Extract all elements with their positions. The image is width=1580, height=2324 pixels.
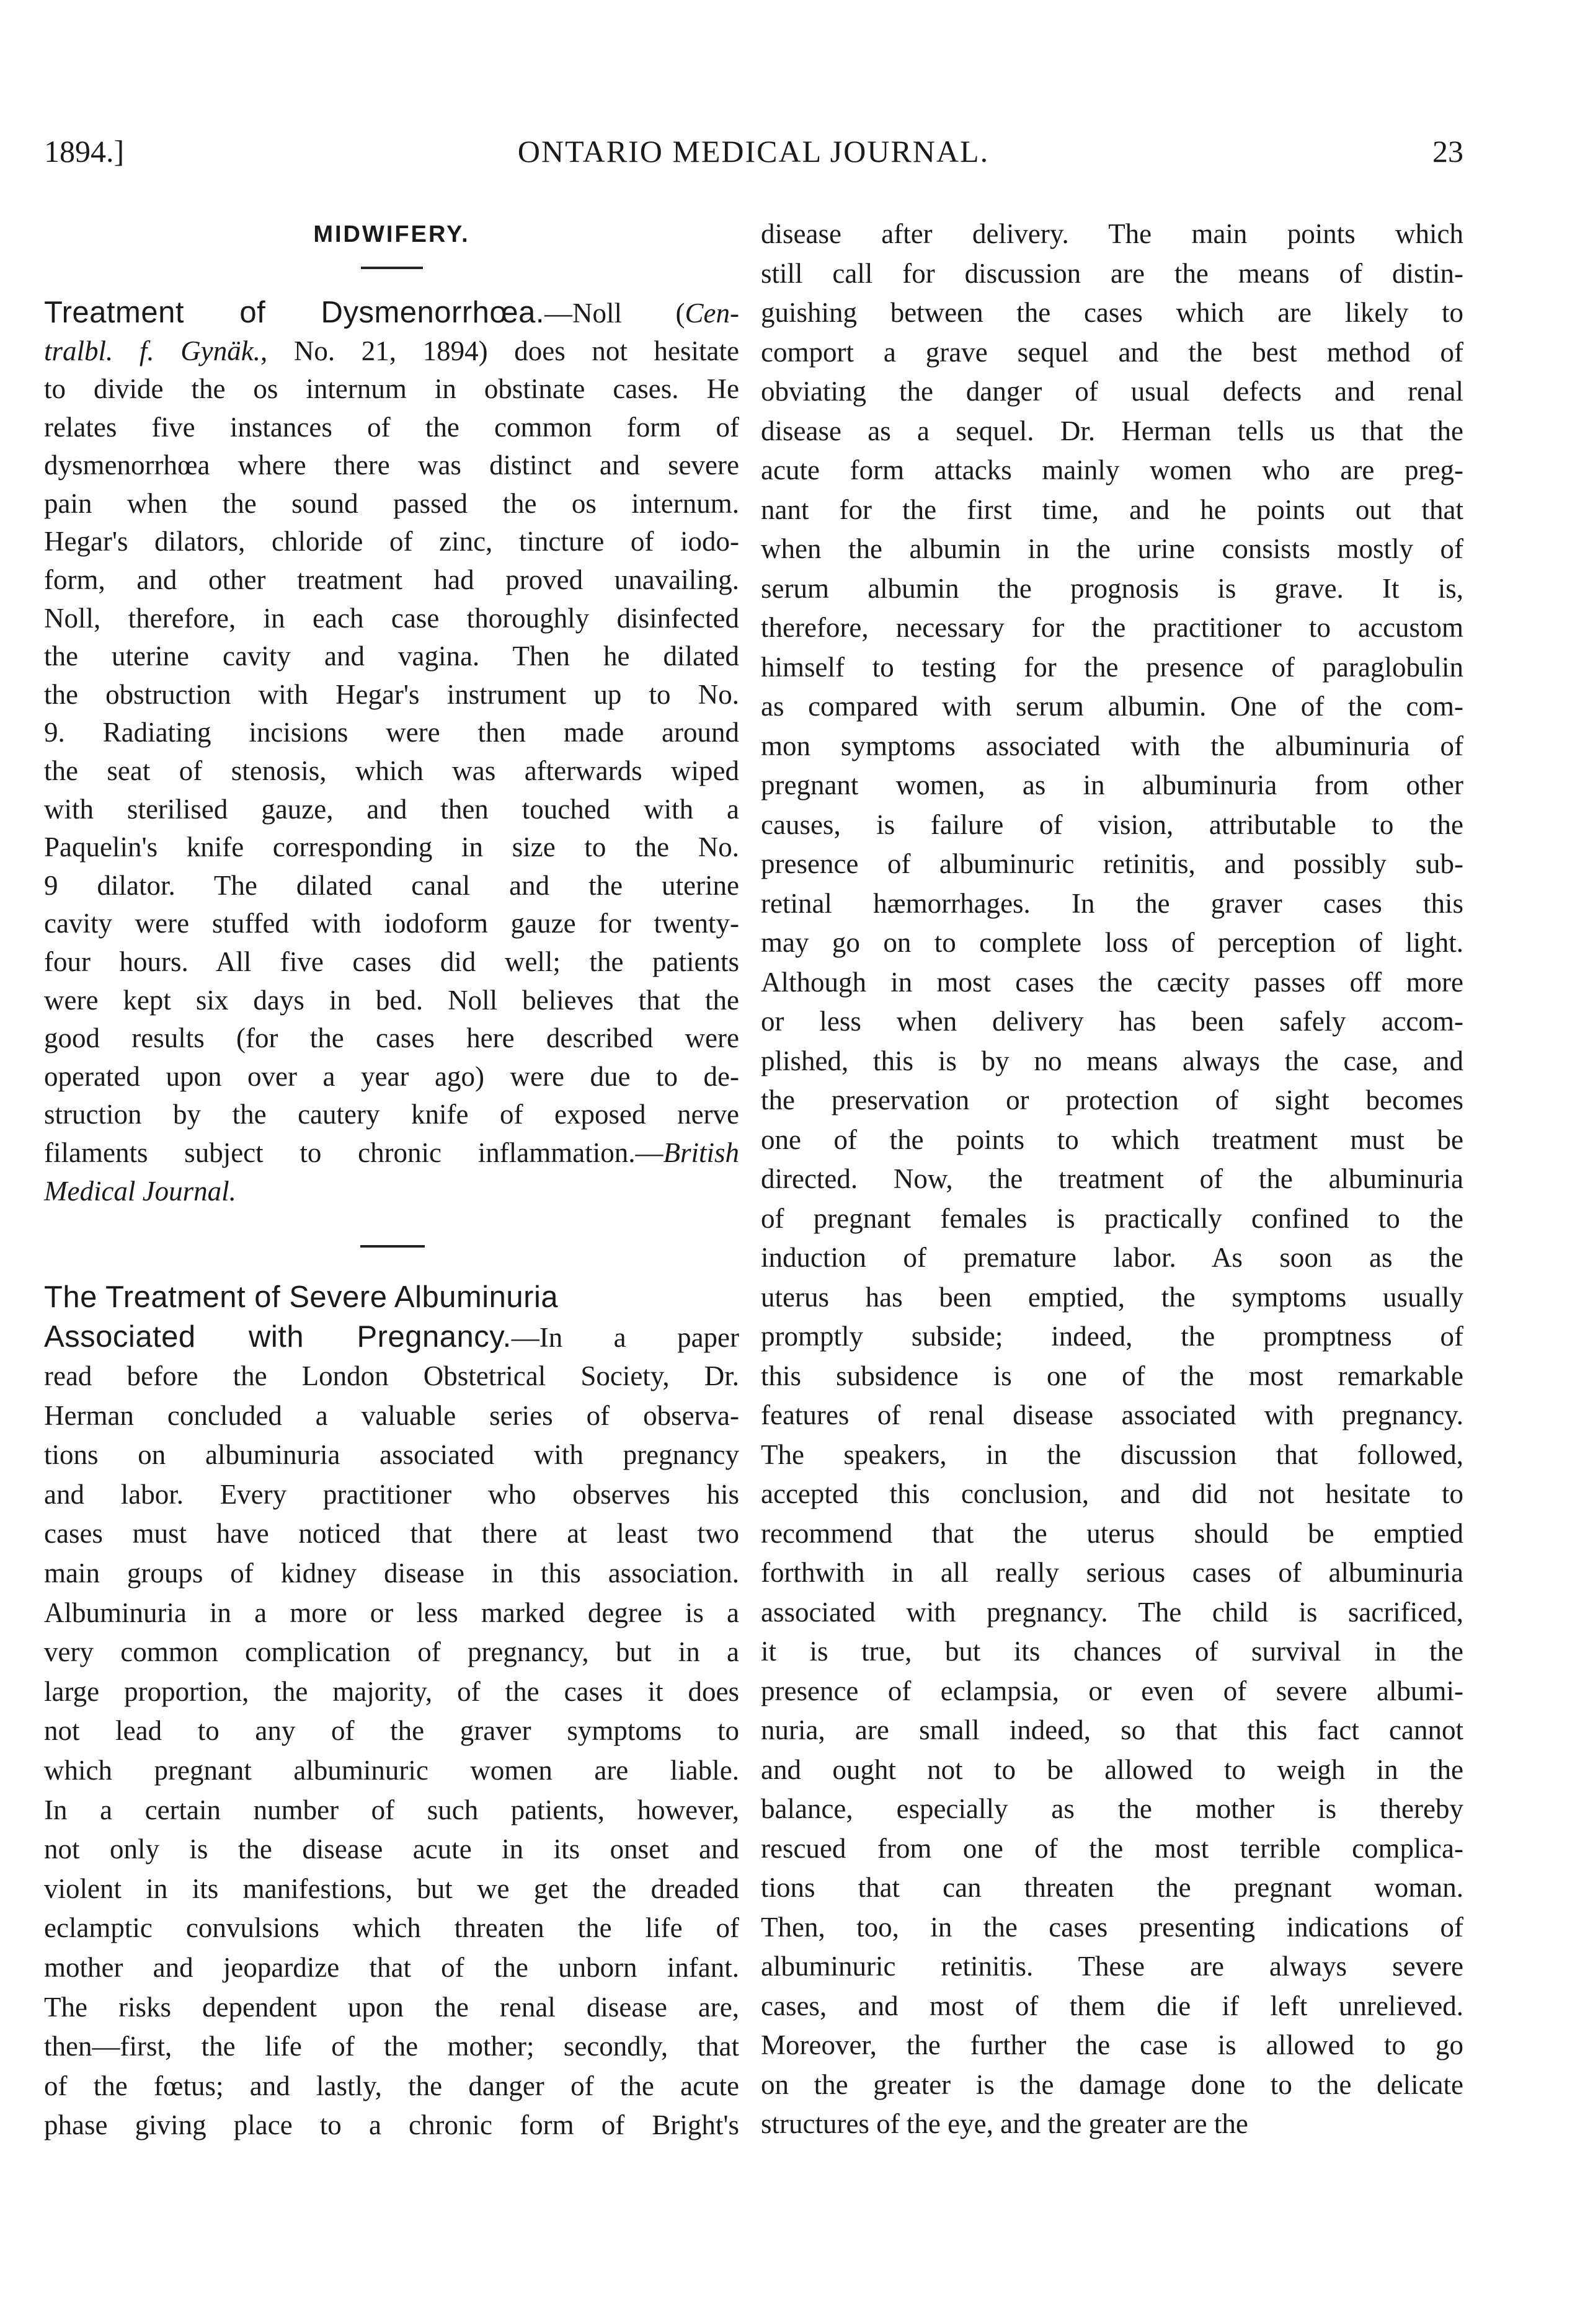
article2-continuation-line: balance, especially as the mother is thereby bbox=[761, 1793, 1463, 1824]
article2-continuation-line: or less when delivery has been safely accom- bbox=[761, 1006, 1463, 1037]
article1-line: relates five instances of the common form of bbox=[44, 411, 739, 443]
article2-continuation-line: nuria, are small indeed, so that this fact cannot bbox=[761, 1714, 1463, 1745]
article1-line: struction by the cautery knife of exposed nerve bbox=[44, 1099, 739, 1130]
article2-continuation-line: this subsidence is one of the most remarkable bbox=[761, 1360, 1463, 1391]
article2-continuation-line: as compared with serum albumin. One of the com- bbox=[761, 691, 1463, 722]
right-column bbox=[761, 0, 1463, 2324]
article2-line: not lead to any of the graver symptoms to bbox=[44, 1715, 739, 1747]
article1-line: cavity were stuffed with iodoform gauze for twenty- bbox=[44, 908, 739, 939]
article2-line: and labor. Every practitioner who observes his bbox=[44, 1478, 739, 1510]
article2-continuation-line: guishing between the cases which are likely to bbox=[761, 297, 1463, 328]
article1-line: good results (for the cases here described were bbox=[44, 1022, 739, 1054]
article1-line: the uterine cavity and vagina. Then he dilated bbox=[44, 641, 739, 672]
article2-continuation-line: The speakers, in the discussion that followed, bbox=[761, 1439, 1463, 1470]
article2-continuation-line: Although in most cases the cæcity passes off more bbox=[761, 966, 1463, 998]
journal-title: ONTARIO MEDICAL JOURNAL. bbox=[517, 134, 990, 169]
article2-continuation-line: directed. Now, the treatment of the albuminuria bbox=[761, 1163, 1463, 1194]
article2-continuation-line: himself to testing for the presence of paraglobulin bbox=[761, 651, 1463, 683]
article1-line: 9 dilator. The dilated canal and the uterine bbox=[44, 869, 739, 901]
article1-line: Noll, therefore, in each case thoroughly disinfected bbox=[44, 602, 739, 634]
header-year: 1894.] bbox=[44, 134, 125, 169]
article2-continuation-line: presence of eclampsia, or even of severe albumi- bbox=[761, 1675, 1463, 1706]
article2-continuation-line: one of the points to which treatment must be bbox=[761, 1124, 1463, 1155]
article1-line bbox=[44, 1172, 739, 1210]
article2-continuation-line: causes, is failure of vision, attributable to the bbox=[761, 809, 1463, 840]
article1-first-italic: Cen- bbox=[685, 298, 739, 329]
article1-citation: tralbl. f. Gynäk. bbox=[44, 335, 260, 366]
article2-line: very common complication of pregnancy, but in a bbox=[44, 1636, 739, 1668]
article1-line: with sterilised gauze, and then touched with a bbox=[44, 793, 739, 825]
article2-continuation-line: when the albumin in the urine consists mostly of bbox=[761, 533, 1463, 564]
article2-continuation-line: mon symptoms associated with the albuminuria of bbox=[761, 730, 1463, 761]
article1-line: the obstruction with Hegar's instrument up to No. bbox=[44, 678, 739, 710]
article2-continuation-line: presence of albuminuric retinitis, and possibly sub- bbox=[761, 848, 1463, 879]
article-divider bbox=[360, 1245, 425, 1248]
article2-continuation-line: tions that can threaten the pregnant woman. bbox=[761, 1872, 1463, 1903]
article1-heading-line bbox=[44, 293, 739, 332]
article2-continuation-line: still call for discussion are the means of distin- bbox=[761, 257, 1463, 289]
article2-continuation-line: structures of the eye, and the greater are the bbox=[761, 2108, 1248, 2139]
article1-line: four hours. All five cases did well; the patients bbox=[44, 946, 739, 977]
article2-continuation-line: forthwith in all really serious cases of albuminuria bbox=[761, 1557, 1463, 1588]
article2-line: Herman concluded a valuable series of observa- bbox=[44, 1399, 739, 1431]
article2-continuation-line: albuminuric retinitis. These are always severe bbox=[761, 1951, 1463, 1982]
article1-first-text: —Noll ( bbox=[544, 298, 685, 329]
article2-continuation-line: may go on to complete loss of perception of light. bbox=[761, 927, 1463, 958]
article2-continuation-line: Then, too, in the cases presenting indications of bbox=[761, 1911, 1463, 1943]
article2-line: phase giving place to a chronic form of Bright's bbox=[44, 2109, 739, 2141]
article2-line: The risks dependent upon the renal disease are, bbox=[44, 1991, 739, 2023]
article2-continuation-line: disease after delivery. The main points which bbox=[761, 218, 1463, 249]
article2-line: read before the London Obstetrical Society, Dr. bbox=[44, 1360, 739, 1391]
article1-line bbox=[44, 332, 739, 370]
article2-heading-line bbox=[44, 1277, 739, 1317]
article2-continuation-line: serum albumin the prognosis is grave. It is, bbox=[761, 572, 1463, 604]
section-title: MIDWIFERY. bbox=[313, 221, 470, 247]
article2-line: not only is the disease acute in its onset and bbox=[44, 1834, 739, 1865]
article2-continuation-line: uterus has been emptied, the symptoms usually bbox=[761, 1281, 1463, 1313]
article1-line: dysmenorrhœa where there was distinct and severe bbox=[44, 450, 739, 481]
article2-line: eclamptic convulsions which threaten the life of bbox=[44, 1912, 739, 1944]
left-column bbox=[44, 0, 739, 2324]
article2-continuation-line: features of renal disease associated with pregnancy. bbox=[761, 1399, 1463, 1430]
article2-line: tions on albuminuria associated with pregnancy bbox=[44, 1439, 739, 1471]
article2-continuation-line: rescued from one of the most terrible complica- bbox=[761, 1832, 1463, 1864]
article2-continuation-line: Moreover, the further the case is allowed to go bbox=[761, 2029, 1463, 2060]
article1-penultimate-text: filaments subject to chronic inflammation.— bbox=[44, 1137, 664, 1168]
page-number: 23 bbox=[1432, 134, 1463, 169]
article2-heading: The Treatment of Severe Albuminuria bbox=[44, 1280, 559, 1314]
article1-line: Hegar's dilators, chloride of zinc, tincture of iodo- bbox=[44, 526, 739, 557]
article1-line bbox=[44, 1133, 739, 1172]
article2-continuation-line: and ought not to be allowed to weigh in the bbox=[761, 1754, 1463, 1785]
article2-continuation-line: associated with pregnancy. The child is sacrificed, bbox=[761, 1596, 1463, 1628]
article2-continuation-line: accepted this conclusion, and did not hesitate to bbox=[761, 1478, 1463, 1509]
article2-heading-line bbox=[44, 1317, 739, 1357]
article1-line: to divide the os internum in obstinate cases. He bbox=[44, 373, 739, 404]
article2-continuation-line: plished, this is by no means always the case, and bbox=[761, 1045, 1463, 1076]
article2-continuation-line: comport a grave sequel and the best method of bbox=[761, 336, 1463, 368]
article1-line: pain when the sound passed the os internum. bbox=[44, 487, 739, 519]
article2-continuation-line: it is true, but its chances of survival in the bbox=[761, 1636, 1463, 1667]
article2-continuation-line: obviating the danger of usual defects and renal bbox=[761, 376, 1463, 407]
article2-line: violent in its manifestions, but we get the dreaded bbox=[44, 1873, 739, 1904]
article2-line: In a certain number of such patients, however, bbox=[44, 1794, 739, 1825]
article2-continuation-line: pregnant women, as in albuminuria from other bbox=[761, 769, 1463, 801]
article1-second-text: , No. 21, 1894) does not hesitate bbox=[260, 335, 739, 366]
article2-continuation-line: recommend that the uterus should be emptied bbox=[761, 1517, 1463, 1549]
article1-source: British bbox=[663, 1137, 739, 1168]
article1-line: the seat of stenosis, which was afterwards wiped bbox=[44, 755, 739, 786]
article2-line: which pregnant albuminuric women are liable. bbox=[44, 1755, 739, 1786]
article1-line: 9. Radiating incisions were then made around bbox=[44, 717, 739, 748]
article2-continuation-line: promptly subside; indeed, the promptness of bbox=[761, 1321, 1463, 1352]
article2-line: then—first, the life of the mother; secondly, that bbox=[44, 2031, 739, 2062]
article2-continuation-line: therefore, necessary for the practitioner to accustom bbox=[761, 612, 1463, 643]
article2-line: main groups of kidney disease in this association. bbox=[44, 1558, 739, 1589]
article1-heading: Treatment of Dysmenorrhœa. bbox=[44, 296, 545, 329]
article2-line: large proportion, the majority, of the cases it does bbox=[44, 1675, 739, 1707]
article1-source-end: Medical Journal. bbox=[44, 1176, 236, 1207]
article2-continuation-line: induction of premature labor. As soon as the bbox=[761, 1242, 1463, 1273]
article2-second-text: —In a paper bbox=[511, 1322, 739, 1353]
article2-continuation-line: on the greater is the damage done to the delicate bbox=[761, 2069, 1463, 2100]
article2-line: of the fœtus; and lastly, the danger of the acute bbox=[44, 2070, 739, 2101]
article2-continuation-line: disease as a sequel. Dr. Herman tells us that the bbox=[761, 415, 1463, 446]
article2-line: cases must have noticed that there at least two bbox=[44, 1518, 739, 1550]
article1-line: were kept six days in bed. Noll believes that the bbox=[44, 984, 739, 1016]
article2-line: Albuminuria in a more or less marked degree is a bbox=[44, 1597, 739, 1628]
article2-continuation-line: cases, and most of them die if left unrelieved. bbox=[761, 1990, 1463, 2021]
article2-continuation-line: acute form attacks mainly women who are preg- bbox=[761, 455, 1463, 486]
article1-line: operated upon over a year ago) were due to de- bbox=[44, 1060, 739, 1092]
article1-line: form, and other treatment had proved unavailing. bbox=[44, 564, 739, 595]
article2-continuation-line: nant for the first time, and he points out that bbox=[761, 494, 1463, 525]
article2-heading-cont: Associated with Pregnancy. bbox=[44, 1320, 512, 1354]
article2-continuation-line: retinal hæmorrhages. In the graver cases this bbox=[761, 887, 1463, 919]
article2-line: mother and jeopardize that of the unborn infant. bbox=[44, 1952, 739, 1983]
article2-continuation-line: of pregnant females is practically confined to the bbox=[761, 1202, 1463, 1234]
article2-continuation-line: the preservation or protection of sight becomes bbox=[761, 1084, 1463, 1115]
article1-line: Paquelin's knife corresponding in size to the No. bbox=[44, 832, 739, 863]
